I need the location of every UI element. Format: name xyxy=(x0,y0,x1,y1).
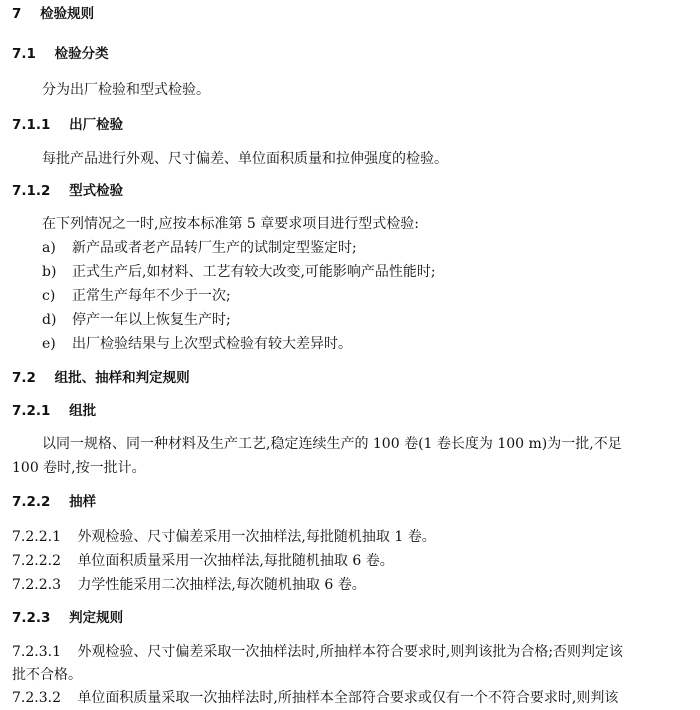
section-title: 检验规则 xyxy=(40,6,95,22)
section-7-2-1-text-line1: 以同一规格、同一种材料及生产工艺,稳定连续生产的 100 卷(1 卷长度为 100 m)为一批,不足 xyxy=(42,436,622,452)
section-7-1-2-intro: 在下列情况之一时,应按本标准第 5 章要求项目进行型式检验: xyxy=(42,216,419,232)
clause-7-2-2-3 xyxy=(12,575,366,595)
list-key: e) xyxy=(42,336,56,352)
section-title: 抽样 xyxy=(69,494,97,510)
section-number: 7.2.3 xyxy=(12,610,51,626)
section-title: 组批 xyxy=(69,403,97,419)
section-7-1-1-heading xyxy=(12,115,123,135)
section-7-2-1-text-line2: 100 卷时,按一批计。 xyxy=(12,460,146,476)
list-item-c xyxy=(42,286,231,306)
clause-text: 外观检验、尺寸偏差采取一次抽样法时,所抽样本符合要求时,则判该批为合格;否则判定该 xyxy=(77,644,624,660)
clause-text: 外观检验、尺寸偏差采用一次抽样法,每批随机抽取 1 卷。 xyxy=(77,529,436,545)
clause-7-2-3-1-continued: 批不合格。 xyxy=(12,667,82,683)
list-item-a xyxy=(42,238,357,258)
section-number: 7.1.2 xyxy=(12,183,51,199)
section-number: 7.1 xyxy=(12,46,36,62)
list-text: 正常生产每年不少于一次; xyxy=(72,288,231,304)
section-title: 型式检验 xyxy=(69,183,124,199)
clause-number: 7.2.2.1 xyxy=(12,529,61,545)
clause-number: 7.2.3.2 xyxy=(12,690,61,706)
list-text: 新产品或者老产品转厂生产的试制定型鉴定时; xyxy=(72,240,357,256)
section-number: 7.2.1 xyxy=(12,403,51,419)
section-7-1-text: 分为出厂检验和型式检验。 xyxy=(42,82,210,98)
section-7-heading xyxy=(12,4,94,24)
section-7-2-heading xyxy=(12,368,190,388)
section-7-1-heading xyxy=(12,44,109,64)
section-number: 7.2 xyxy=(12,370,36,386)
section-7-1-1-text: 每批产品进行外观、尺寸偏差、单位面积质量和拉伸强度的检验。 xyxy=(42,151,448,167)
section-title: 组批、抽样和判定规则 xyxy=(54,370,190,386)
section-number: 7.1.1 xyxy=(12,117,51,133)
section-7-1-2-heading xyxy=(12,181,123,201)
list-key: d) xyxy=(42,312,57,328)
clause-7-2-3-2 xyxy=(12,688,618,708)
list-text: 正式生产后,如材料、工艺有较大改变,可能影响产品性能时; xyxy=(72,264,436,280)
clause-number: 7.2.2.2 xyxy=(12,553,61,569)
clause-number: 7.2.3.1 xyxy=(12,644,61,660)
list-item-e xyxy=(42,334,352,354)
clause-text: 力学性能采用二次抽样法,每次随机抽取 6 卷。 xyxy=(77,577,366,593)
clause-text: 单位面积质量采取一次抽样法时,所抽样本全部符合要求或仅有一个不符合要求时,则判该 xyxy=(77,690,619,706)
section-number: 7 xyxy=(12,6,22,22)
section-number: 7.2.2 xyxy=(12,494,51,510)
section-title: 判定规则 xyxy=(69,610,124,626)
list-text: 出厂检验结果与上次型式检验有较大差异时。 xyxy=(72,336,352,352)
list-key: b) xyxy=(42,264,57,280)
list-item-b xyxy=(42,262,436,282)
clause-7-2-2-1 xyxy=(12,527,436,547)
clause-7-2-2-2 xyxy=(12,551,394,571)
list-text: 停产一年以上恢复生产时; xyxy=(72,312,231,328)
section-7-2-2-heading xyxy=(12,492,96,512)
section-title: 出厂检验 xyxy=(69,117,124,133)
section-7-2-1-heading xyxy=(12,401,96,421)
clause-number: 7.2.2.3 xyxy=(12,577,61,593)
section-7-2-3-heading xyxy=(12,608,123,628)
clause-text: 单位面积质量采用一次抽样法,每批随机抽取 6 卷。 xyxy=(77,553,394,569)
list-key: a) xyxy=(42,240,56,256)
clause-7-2-3-1 xyxy=(12,642,623,662)
section-title: 检验分类 xyxy=(54,46,109,62)
list-item-d xyxy=(42,310,231,330)
list-key: c) xyxy=(42,288,56,304)
